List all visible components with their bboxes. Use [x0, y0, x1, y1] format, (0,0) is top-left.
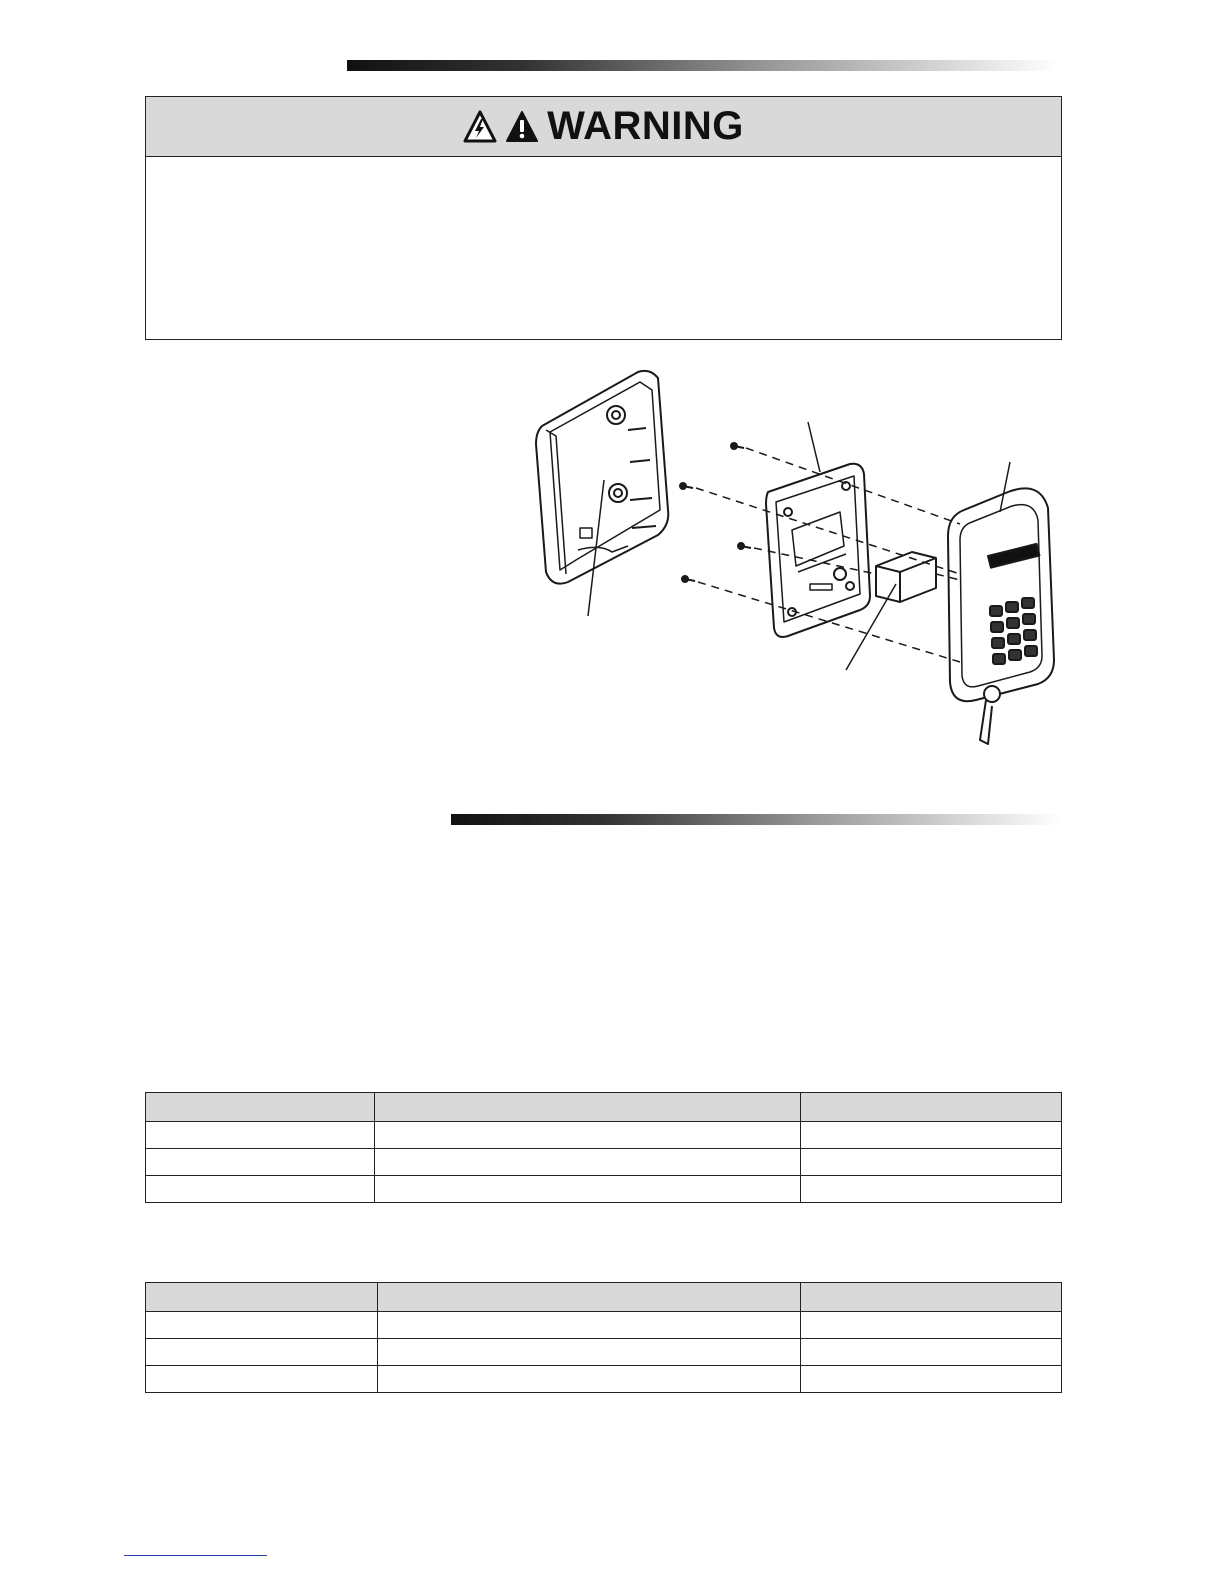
warning-header	[146, 97, 1061, 157]
table-header-cell	[146, 1093, 375, 1122]
section-header-bar-middle	[451, 814, 1061, 825]
table-cell	[801, 1149, 1062, 1176]
table-header-cell	[377, 1283, 801, 1312]
table-header-row	[146, 1283, 1062, 1312]
inner-frame-drawing	[766, 464, 870, 637]
table-row	[146, 1366, 1062, 1393]
parts-table-1	[145, 1092, 1062, 1203]
screws-drawing	[680, 443, 751, 582]
electric-shock-triangle-icon	[463, 110, 497, 144]
table-cell	[146, 1149, 375, 1176]
parts-table-2	[145, 1282, 1062, 1393]
battery-drawing	[876, 552, 936, 602]
table-row	[146, 1149, 1062, 1176]
table-header-cell	[146, 1283, 378, 1312]
table-header-cell	[801, 1283, 1062, 1312]
table-cell	[146, 1366, 378, 1393]
keypad-exploded-view-illustration	[520, 360, 1080, 770]
table-row	[146, 1176, 1062, 1203]
table-cell	[377, 1339, 801, 1366]
keypad-cover-drawing	[948, 488, 1054, 744]
table-cell	[801, 1176, 1062, 1203]
table-cell	[146, 1339, 378, 1366]
table-row	[146, 1122, 1062, 1149]
table-header-cell	[801, 1093, 1062, 1122]
exclamation-triangle-icon	[505, 110, 539, 144]
table-cell	[801, 1312, 1062, 1339]
footer-rule	[124, 1555, 267, 1556]
table-cell	[146, 1122, 375, 1149]
section-header-bar-top	[347, 60, 1059, 71]
back-plate-drawing	[536, 371, 668, 584]
table-cell	[377, 1312, 801, 1339]
table-header-cell	[374, 1093, 801, 1122]
warning-body	[146, 157, 1061, 341]
table-header-row	[146, 1093, 1062, 1122]
table-cell	[146, 1312, 378, 1339]
table-cell	[801, 1122, 1062, 1149]
table-cell	[801, 1366, 1062, 1393]
table-cell	[374, 1122, 801, 1149]
table-cell	[801, 1339, 1062, 1366]
table-cell	[377, 1366, 801, 1393]
table-cell	[374, 1176, 801, 1203]
table-cell	[374, 1149, 801, 1176]
table-row	[146, 1312, 1062, 1339]
table-row	[146, 1339, 1062, 1366]
table-cell	[146, 1176, 375, 1203]
warning-title: WARNING	[547, 104, 744, 148]
warning-box	[145, 96, 1062, 340]
